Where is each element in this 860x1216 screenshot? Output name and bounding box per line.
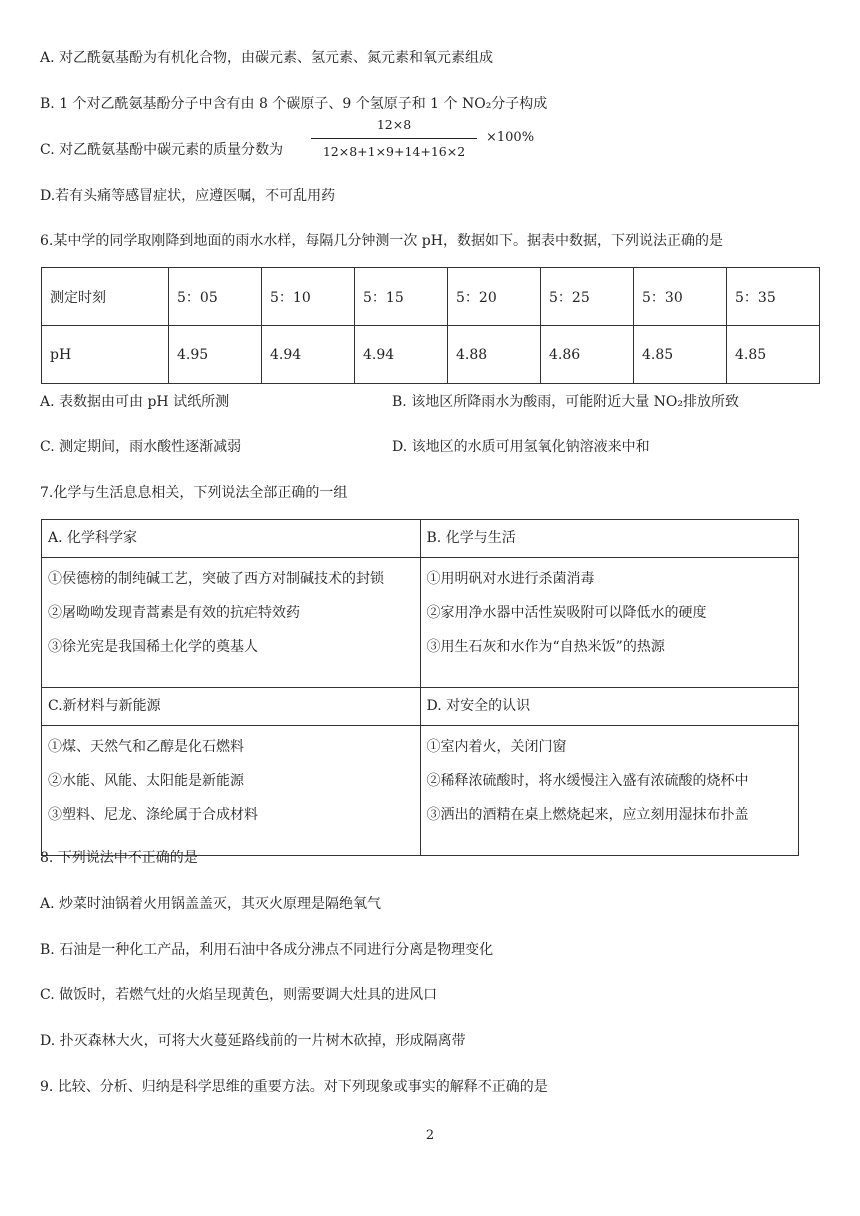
list-item: ③用生石灰和水作为“自热米饭”的热源: [426, 639, 665, 655]
table-cell: 4.88: [448, 326, 541, 384]
q6-option-c: C. 测定期间，雨水酸性逐渐减弱: [40, 439, 242, 455]
q5-option-c-numerator: 12×8: [376, 117, 412, 132]
table-cell: 5：15: [355, 268, 448, 326]
table-row: [42, 726, 799, 856]
table-cell: 4.86: [541, 326, 634, 384]
q6-option-d: D. 该地区的水质可用氢氧化钠溶液来中和: [392, 439, 650, 455]
q7-cell-d: [420, 726, 799, 856]
table-cell: 5：35: [727, 268, 820, 326]
q8-option-b: B. 石油是一种化工产品，利用石油中各成分沸点不同进行分离是物理变化: [40, 942, 494, 958]
row-label-time: 测定时刻: [42, 268, 169, 326]
table-cell: 4.94: [355, 326, 448, 384]
fraction-bar: [311, 138, 477, 139]
table-cell: 4.85: [634, 326, 727, 384]
q5-option-c-denominator: 12×8+1×9+14+16×2: [322, 144, 466, 159]
list-item: ①用明矾对水进行杀菌消毒: [426, 571, 595, 587]
q8-option-d: D. 扑灭森林大火，可将大火蔓延路线前的一片树木砍掉，形成隔离带: [40, 1033, 466, 1049]
table-cell: 5：20: [448, 268, 541, 326]
q5-option-a: A. 对乙酰氨基酚为有机化合物，由碳元素、氢元素、氮元素和氧元素组成: [40, 50, 494, 66]
q7-stem: 7.化学与生活息息相关，下列说法全部正确的一组: [40, 485, 348, 501]
list-item: ③塑料、尼龙、涤纶属于合成材料: [48, 807, 258, 823]
list-item: ①室内着火，关闭门窗: [426, 739, 567, 755]
q5-option-d: D.若有头痛等感冒症状，应遵医嘱，不可乱用药: [40, 188, 336, 204]
list-item: ③洒出的酒精在桌上燃烧起来，应立刻用湿抹布扑盖: [426, 807, 749, 823]
q7-cell-c: [42, 726, 421, 856]
q7-header-d: D. 对安全的认识: [420, 688, 799, 726]
q7-header-a: A. 化学科学家: [42, 520, 421, 558]
q7-header-c: C.新材料与新能源: [42, 688, 421, 726]
table-row: [42, 558, 799, 688]
q8-option-c: C. 做饭时，若燃气灶的火焰呈现黄色，则需要调大灶具的进风口: [40, 987, 438, 1003]
list-item: ①煤、天然气和乙醇是化石燃料: [48, 739, 244, 755]
q5-option-c: C. 对乙酰氨基酚中碳元素的质量分数为: [40, 142, 284, 158]
q8-option-a: A. 炒菜时油锅着火用锅盖盖灭，其灭火原理是隔绝氧气: [40, 896, 382, 912]
ph-table: [41, 267, 820, 384]
q7-table: [41, 519, 799, 856]
page-number: 2: [425, 1128, 435, 1143]
table-cell: 5：25: [541, 268, 634, 326]
q7-cell-a: [42, 558, 421, 688]
table-cell: 4.94: [262, 326, 355, 384]
table-row: [42, 326, 820, 384]
row-label-ph: pH: [42, 326, 169, 384]
q5-option-c-suffix: ×100%: [486, 130, 535, 145]
table-cell: 4.95: [169, 326, 262, 384]
q6-stem: 6.某中学的同学取刚降到地面的雨水水样，每隔几分钟测一次 pH，数据如下。据表中数据，下列说法正确的是: [40, 233, 723, 249]
list-item: ②稀释浓硫酸时，将水缓慢注入盛有浓硫酸的烧杯中: [426, 773, 749, 789]
list-item: ②家用净水器中活性炭吸附可以降低水的硬度: [426, 605, 707, 621]
q8-stem: 8. 下列说法中不正确的是: [40, 850, 198, 866]
list-item: ③徐光宪是我国稀土化学的奠基人: [48, 639, 258, 655]
list-item: ②水能、风能、太阳能是新能源: [48, 773, 244, 789]
q7-header-b: B. 化学与生活: [420, 520, 799, 558]
table-row: [42, 520, 799, 558]
q7-cell-b: [420, 558, 799, 688]
list-item: ②屠呦呦发现青蒿素是有效的抗疟特效药: [48, 605, 300, 621]
q9-stem: 9. 比较、分析、归纳是科学思维的重要方法。对下列现象或事实的解释不正确的是: [40, 1079, 548, 1095]
q6-option-b: B. 该地区所降雨水为酸雨，可能附近大量 NO₂排放所致: [392, 394, 739, 410]
q6-option-a: A. 表数据由可由 pH 试纸所测: [40, 394, 230, 410]
table-row: [42, 268, 820, 326]
table-cell: 5：30: [634, 268, 727, 326]
table-cell: 5：10: [262, 268, 355, 326]
table-cell: 4.85: [727, 326, 820, 384]
list-item: ①侯德榜的制纯碱工艺，突破了西方对制碱技术的封锁: [48, 571, 384, 587]
table-row: [42, 688, 799, 726]
q5-option-b: B. 1 个对乙酰氨基酚分子中含有由 8 个碳原子、9 个氢原子和 1 个 NO₂分子构成: [40, 96, 548, 112]
table-cell: 5：05: [169, 268, 262, 326]
